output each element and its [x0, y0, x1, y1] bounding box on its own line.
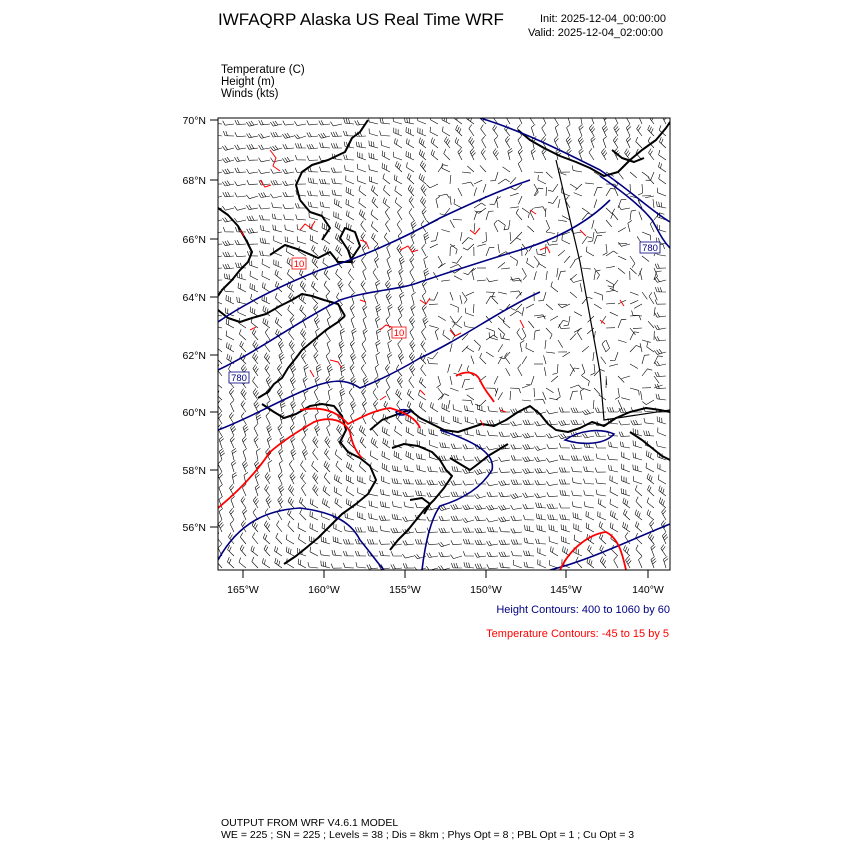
temperature-label-1: [392, 327, 406, 339]
lon-label: 155°W: [389, 584, 421, 596]
latitude-axis: [183, 115, 218, 534]
init-time: Init: 2025-12-04_00:00:00: [540, 13, 666, 25]
lat-label: 56°N: [182, 522, 206, 534]
lat-label: 66°N: [182, 234, 206, 246]
model-options: WE = 225 ; SN = 225 ; Levels = 38 ; Dis = 8km ; Phys Opt = 8 ; PBL Opt = 1 ; Cu Opt = 3: [221, 829, 635, 841]
valid-time: Valid: 2025-12-04_02:00:00: [528, 27, 663, 39]
svg-text:10: 10: [393, 328, 405, 339]
lon-label: 150°W: [470, 584, 502, 596]
chart-title: IWFAQRP Alaska US Real Time WRF: [218, 10, 504, 29]
height-label-1: [640, 242, 660, 254]
lat-label: 68°N: [182, 175, 206, 187]
svg-text:10: 10: [293, 259, 305, 270]
lon-label: 145°W: [550, 584, 582, 596]
temperature-contour-legend: Temperature Contours: -45 to 15 by 5: [486, 628, 669, 640]
lat-label: 60°N: [182, 407, 206, 419]
height-label-0: [229, 372, 249, 384]
lat-label: 58°N: [182, 465, 206, 477]
lon-label: 165°W: [227, 584, 259, 596]
wind-barbs: [210, 112, 668, 571]
lat-label: 64°N: [182, 292, 206, 304]
variable-height: Height (m): [221, 76, 275, 88]
coastline: [218, 120, 670, 564]
svg-text:780: 780: [231, 373, 247, 384]
longitude-axis: [227, 570, 664, 596]
height-contour-legend: Height Contours: 400 to 1060 by 60: [496, 604, 670, 616]
lat-label: 62°N: [182, 350, 206, 362]
model-info: OUTPUT FROM WRF V4.6.1 MODEL: [221, 817, 399, 829]
lon-label: 160°W: [308, 584, 340, 596]
temperature-label-0: [292, 258, 306, 270]
lon-label: 140°W: [632, 584, 664, 596]
variable-temperature: Temperature (C): [221, 64, 305, 76]
variable-winds: Winds (kts): [221, 88, 279, 100]
lat-label: 70°N: [182, 115, 206, 127]
svg-text:780: 780: [642, 243, 658, 254]
